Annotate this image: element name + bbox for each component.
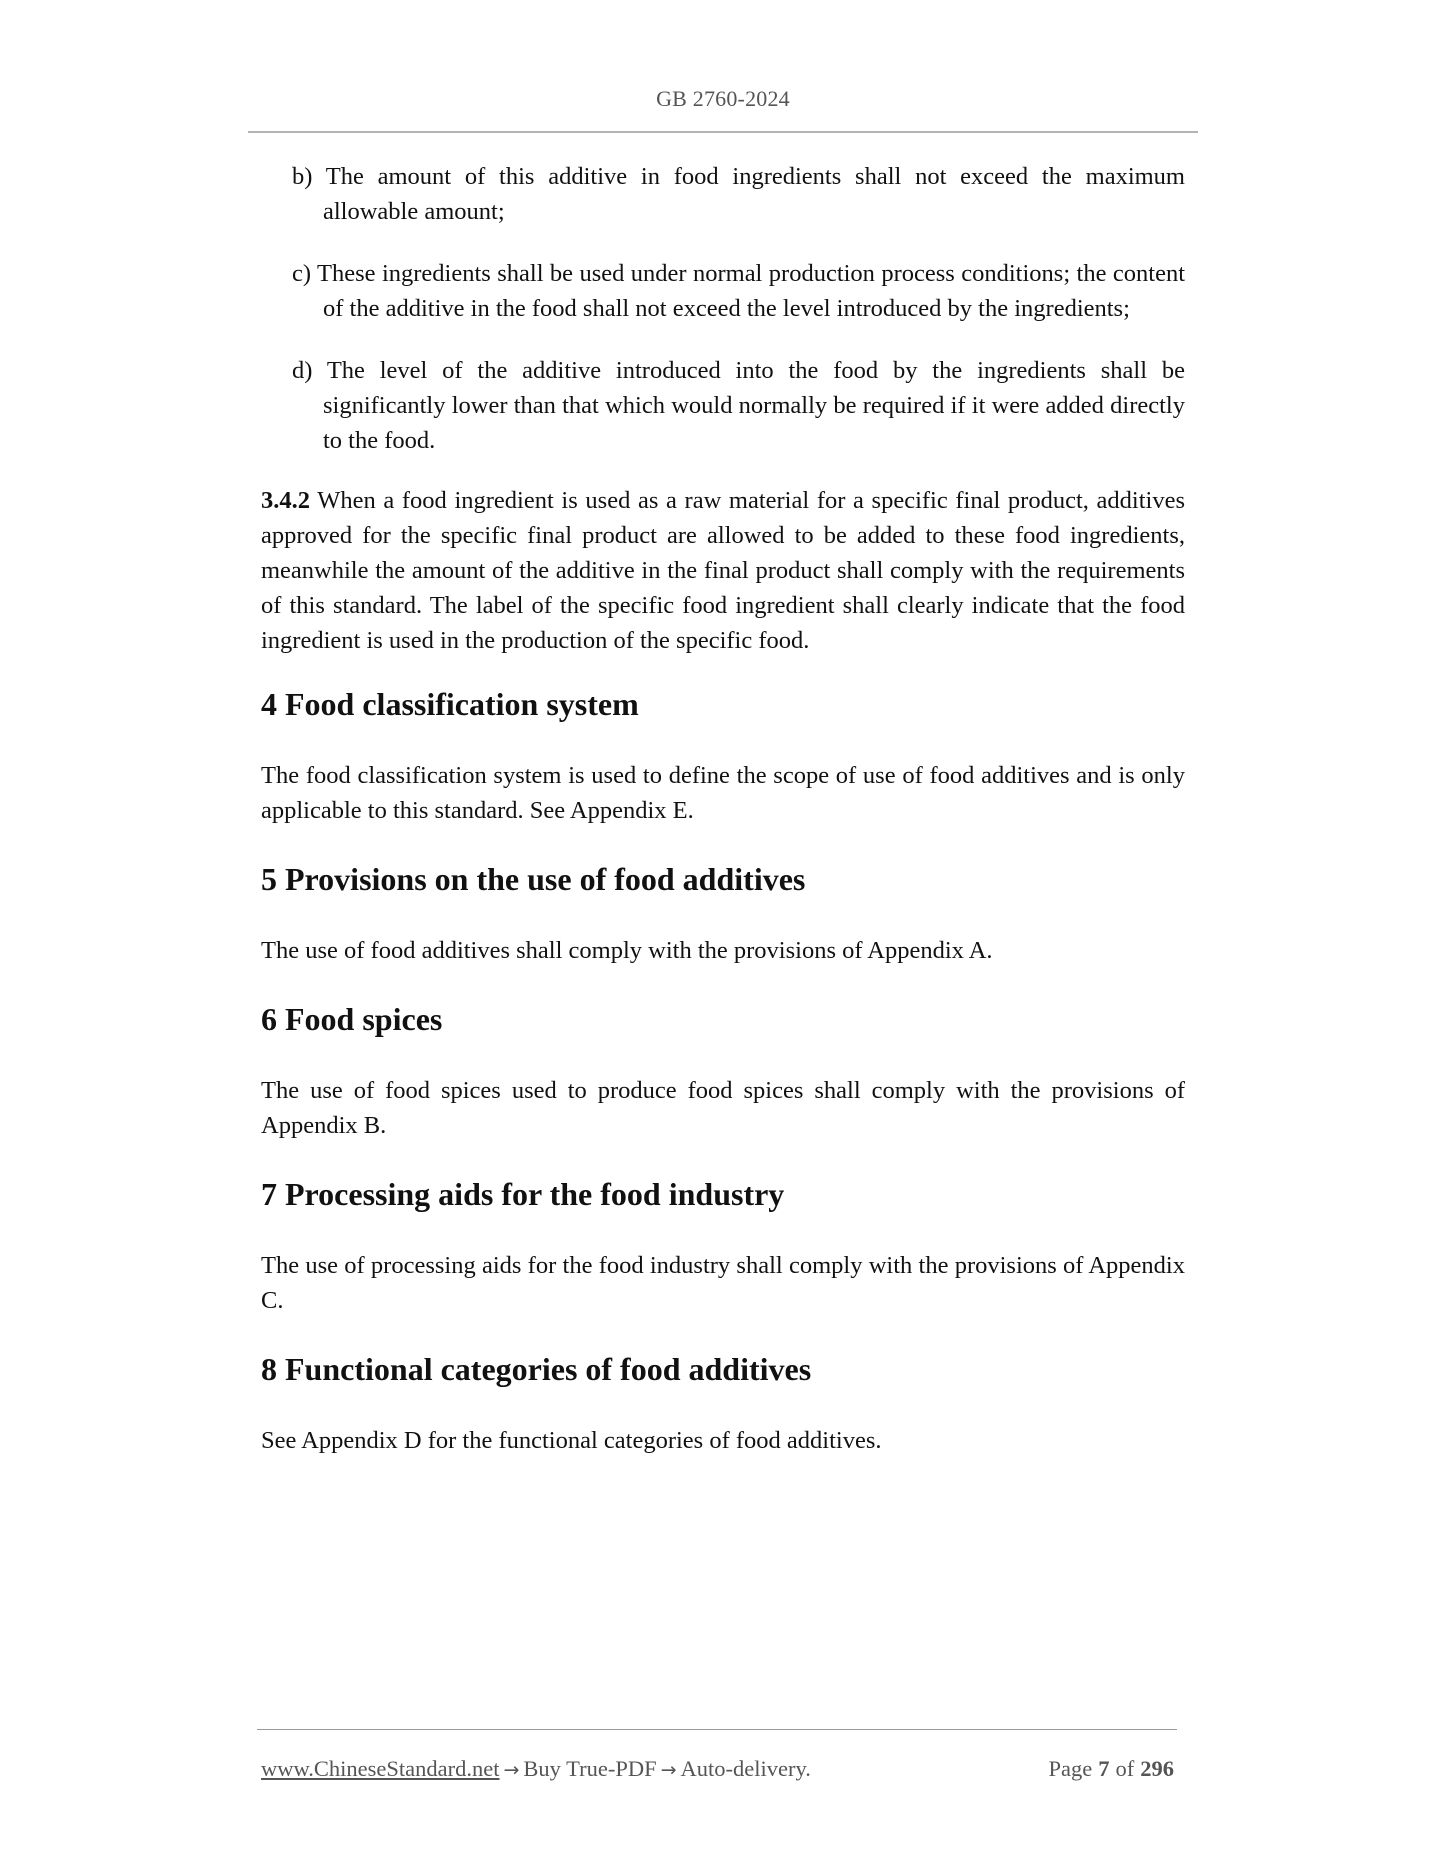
section-heading-7: 7 Processing aids for the food industry — [261, 1176, 785, 1212]
page-label: Page — [1048, 1756, 1093, 1781]
list-item-b — [292, 159, 1185, 229]
list-text: The amount of this additive in food ingredients shall not exceed the maximum allowable amount; — [323, 163, 1185, 225]
clause-text: When a food ingredient is used as a raw material for a specific final product, additives approved for the specific final product are allowed to be added to these food ingredients, meanwhile the amount of the additive in the final product shall comply with the requirements of this standard. The label of the specific food ingredient shall clearly indicate that the food ingredient is used in the production of the specific food. — [261, 487, 1185, 654]
header-divider — [248, 131, 1198, 133]
section-heading-6: 6 Food spices — [261, 1001, 443, 1037]
section-body-7: The use of processing aids for the food industry shall comply with the provisions of Appendix C. — [261, 1252, 1185, 1314]
current-page-number: 7 — [1098, 1756, 1110, 1781]
page-content — [261, 159, 1185, 1489]
arrow-right-icon: → — [503, 1759, 520, 1781]
arrow-right-icon: → — [660, 1759, 677, 1781]
section-body-8: See Appendix D for the functional categories of food additives. — [261, 1427, 882, 1454]
section-body-5: The use of food additives shall comply with the provisions of Appendix A. — [261, 937, 993, 964]
section-heading-5: 5 Provisions on the use of food additives — [261, 861, 806, 897]
footer-step-buy: Buy True-PDF — [523, 1756, 657, 1781]
footer-promo — [261, 1756, 811, 1782]
page-of-label: of — [1115, 1756, 1135, 1781]
footer-step-delivery: Auto-delivery. — [680, 1756, 811, 1781]
clause-3-4-2 — [261, 483, 1185, 658]
document-code-header: GB 2760-2024 — [656, 86, 790, 111]
list-text: These ingredients shall be used under normal production process conditions; the content of the additive in the food shall not exceed the level introduced by the ingredients; — [317, 260, 1185, 322]
clause-number: 3.4.2 — [261, 487, 310, 514]
section-heading-8: 8 Functional categories of food additives — [261, 1351, 812, 1387]
page-footer — [261, 1756, 1177, 1782]
section-heading-4: 4 Food classification system — [261, 686, 639, 722]
list-marker: c) — [292, 260, 312, 287]
list-text: The level of the additive introduced into the food by the ingredients shall be significantly lower than that which would normally be required if it were added directly to the food. — [323, 357, 1185, 454]
section-body-4: The food classification system is used to define the scope of use of food additives and is only applicable to this standard. See Appendix E. — [261, 762, 1185, 824]
section-body-6: The use of food spices used to produce food spices shall comply with the provisions of Appendix B. — [261, 1077, 1185, 1139]
footer-divider — [257, 1729, 1177, 1730]
list-marker: d) — [292, 357, 313, 384]
list-item-d — [292, 353, 1185, 458]
total-pages-number: 296 — [1140, 1756, 1174, 1781]
list-marker: b) — [292, 163, 313, 190]
page-counter — [1046, 1756, 1178, 1782]
list-item-c — [292, 256, 1185, 326]
chinesestandard-link[interactable]: www.ChineseStandard.net — [261, 1756, 500, 1781]
